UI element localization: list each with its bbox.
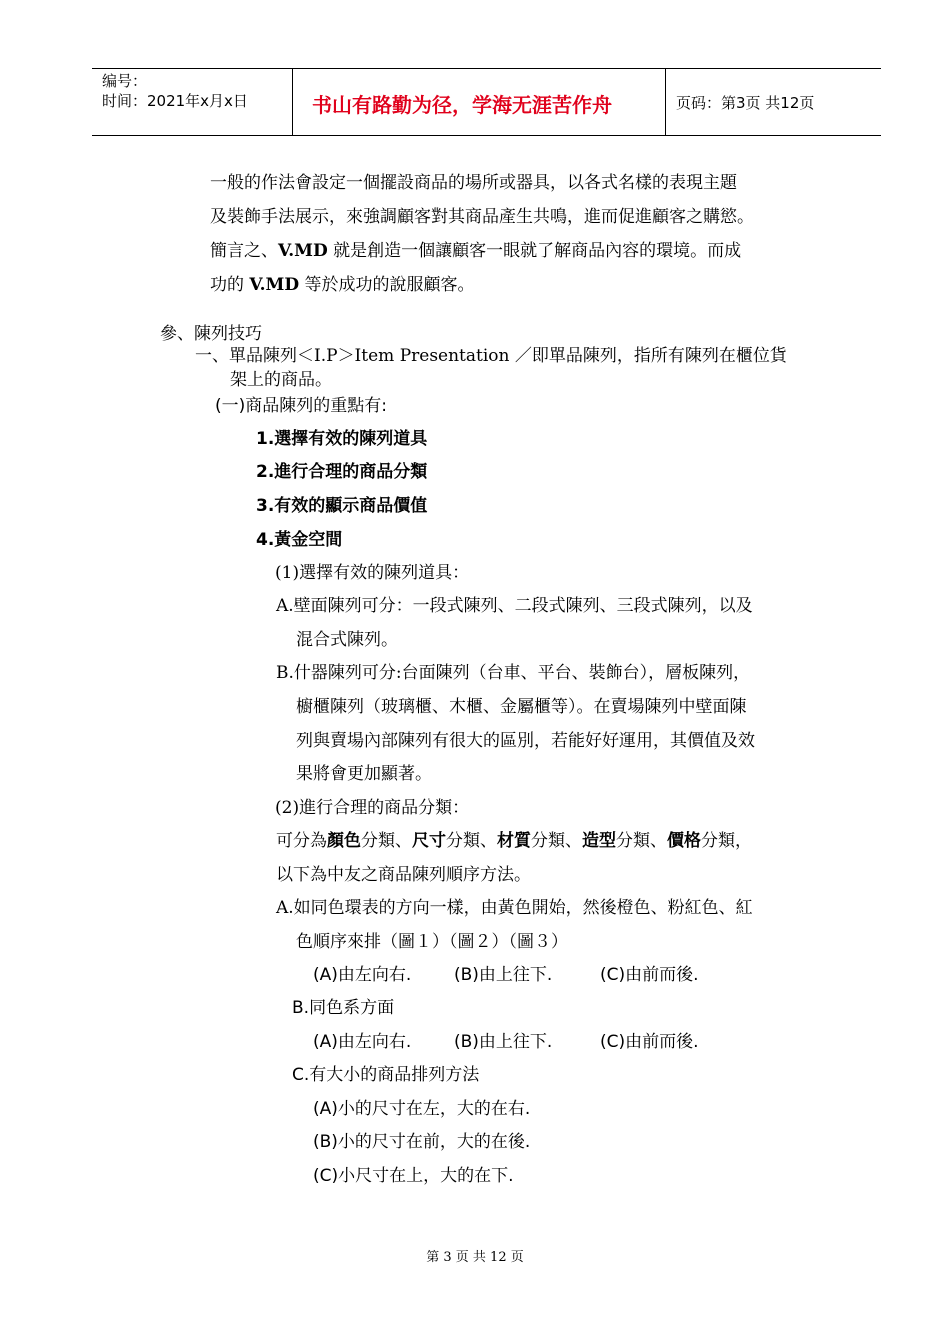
header-divider-right — [665, 69, 666, 135]
p2-title: (2)進行合理的商品分類： — [275, 798, 470, 818]
cC-title: C.有大小的商品排列方法 — [292, 1065, 480, 1085]
vmd-term: V.MD — [249, 275, 300, 295]
point-2: 2.進行合理的商品分類 — [256, 462, 428, 482]
p1-title: (1)選擇有效的陳列道具： — [275, 563, 470, 583]
direction-3: (C)由前而後. — [600, 965, 699, 985]
B-line-2: 櫥櫃陳列（玻璃櫃、木櫃、金屬櫃等）。在賣場陳列中壁面陳 — [296, 697, 747, 717]
direction-5: (B)由上往下. — [454, 1032, 553, 1052]
cls-text: 分類、 — [446, 831, 497, 851]
page-label: 页码：第3页 共12页 — [676, 94, 815, 112]
vmd-term: V.MD — [278, 241, 328, 261]
item1-line-1: 一、單品陳列＜I.P＞Item Presentation ／即單品陳列，指所有陳列在櫃位貨 — [195, 346, 787, 366]
cls-price: 價格 — [667, 831, 701, 851]
cls-text: 可分為 — [276, 831, 327, 851]
direction-1: (A)由左向右. — [313, 965, 412, 985]
header-motto: 书山有路勤为径，学海无涯苦作舟 — [312, 93, 612, 117]
point-3: 3.有效的顯示商品價值 — [256, 496, 428, 516]
cls-size: 尺寸 — [412, 831, 446, 851]
classification-line-1 — [276, 829, 752, 853]
B-line-1: B.什器陳列可分:台面陳列（台車、平台、裝飾台），層板陳列， — [276, 663, 751, 683]
header-bottom-rule — [92, 135, 881, 136]
cls-material: 材質 — [497, 831, 531, 851]
direction-4: (A)由左向右. — [313, 1032, 412, 1052]
size-rule-1: (A)小的尺寸在左，大的在右. — [313, 1099, 531, 1119]
cls-text: 分類， — [701, 831, 752, 851]
cA-line-2: 色順序來排（圖１）（圖２）（圖３） — [296, 932, 568, 952]
cB-title: B.同色系方面 — [292, 998, 395, 1018]
intro-line-1: 一般的作法會設定一個擺設商品的場所或器具，以各式名樣的表現主題 — [210, 173, 737, 193]
direction-2: (B)由上往下. — [454, 965, 553, 985]
section-title: 參、陳列技巧 — [160, 324, 262, 344]
classification-line-2: 以下為中友之商品陳列順序方法。 — [276, 865, 531, 885]
A-line-2: 混合式陳列。 — [296, 630, 398, 650]
size-rule-3: (C)小尺寸在上，大的在下. — [313, 1166, 514, 1186]
item1-line-2: 架上的商品。 — [230, 370, 332, 390]
direction-6: (C)由前而後. — [600, 1032, 699, 1052]
serial-label: 编号： — [102, 72, 148, 90]
sub-heading-1: (一)商品陳列的重點有: — [215, 396, 387, 416]
intro-line-4-a: 功的 — [210, 275, 250, 295]
header-top-rule — [92, 68, 881, 69]
time-label: 时间：2021年x月x日 — [102, 92, 248, 110]
B-line-3: 列與賣場內部陳列有很大的區別，若能好好運用，其價值及效 — [296, 731, 755, 751]
cls-text: 分類、 — [531, 831, 582, 851]
point-4: 4.黃金空間 — [256, 530, 343, 550]
cls-color: 顏色 — [327, 831, 361, 851]
cls-shape: 造型 — [582, 831, 616, 851]
intro-line-4-c: 等於成功的說服顧客。 — [299, 275, 475, 295]
header-divider-left — [292, 69, 293, 135]
cls-text: 分類、 — [361, 831, 412, 851]
point-1: 1.選擇有效的陳列道具 — [256, 429, 428, 449]
intro-line-4 — [210, 273, 475, 297]
B-line-4: 果將會更加顯著。 — [296, 764, 432, 784]
page-footer: 第 3 页 共 12 页 — [426, 1250, 524, 1265]
A-line-1: A.壁面陳列可分：一段式陳列、二段式陳列、三段式陳列，以及 — [276, 596, 753, 616]
size-rule-2: (B)小的尺寸在前，大的在後. — [313, 1132, 531, 1152]
intro-line-3-c: 就是創造一個讓顧客一眼就了解商品內容的環境。而成 — [327, 241, 742, 261]
intro-line-2: 及裝飾手法展示，來強調顧客對其商品產生共鳴，進而促進顧客之購慾。 — [210, 207, 754, 227]
cls-text: 分類、 — [616, 831, 667, 851]
cA-line-1: A.如同色環表的方向一樣，由黃色開始，然後橙色、粉紅色、紅 — [276, 898, 753, 918]
intro-line-3-a: 簡言之、 — [210, 241, 278, 261]
intro-line-3 — [210, 239, 741, 263]
